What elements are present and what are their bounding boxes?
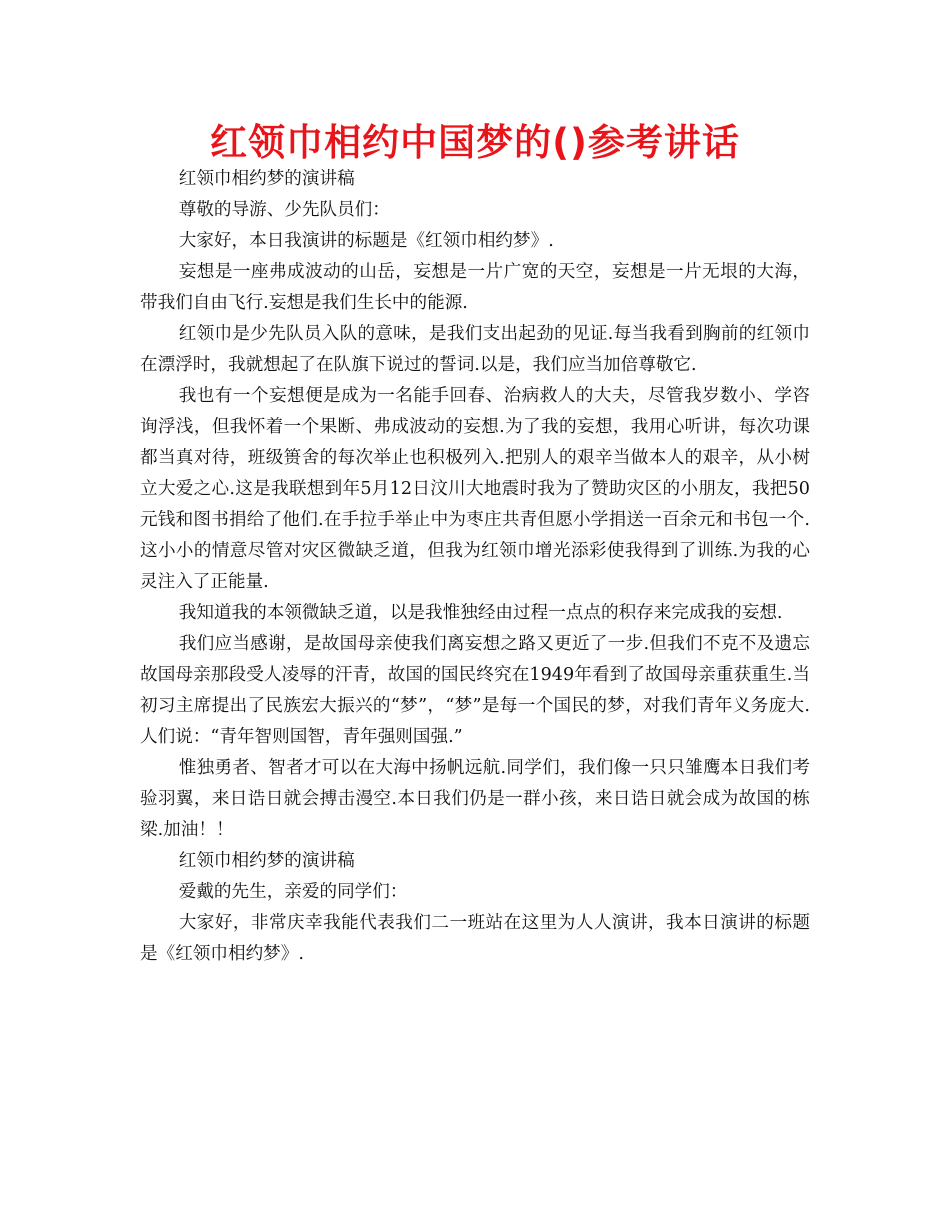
paragraph: 我也有一个妄想便是成为一名能手回春、治病救人的大夫，尽管我岁数小、学咨询浮浅，但我怀着一个果断、弗成波动的妄想.为了我的妄想，我用心听讲，每次功课都当真对待，班级篑舍的每次举止也积极列入.把别人的艰辛当做本人的艰辛，从小树立大爱之心.这是我联想到年5月12日汶川大地震时我为了赞助灾区的小朋友，我把50元钱和图书捐给了他们.在手拉手举止中为枣庄共青但愿小学捐送一百余元和书包一个.这小小的情意尽管对灾区微缺乏道，但我为红领巾增光添彩使我得到了训练.为我的心灵注入了正能量. xyxy=(140,386,810,592)
paragraph: 我们应当感谢，是故国母亲使我们离妄想之路又更近了一步.但我们不克不及遗忘故国母亲那段受人凌辱的汗青，故国的国民终究在1949年看到了故国母亲重获重生.当初习主席提出了民族宏大振兴的“梦”，“梦”是每一个国民的梦，对我们青年义务庞大.人们说：“青年智则国智，青年强则国强.” xyxy=(140,634,810,747)
paragraph: 大家好，非常庆幸我能代表我们二一班站在这里为人人演讲，我本日演讲的标题是《红领巾相约梦》. xyxy=(140,913,810,964)
section-heading: 红领巾相约梦的演讲稿 xyxy=(178,851,355,871)
section-heading: 红领巾相约梦的演讲稿 xyxy=(178,169,355,189)
salutation: 尊敬的导游、少先队员们： xyxy=(178,200,390,220)
salutation: 爱戴的先生，亲爱的同学们： xyxy=(178,882,408,902)
document-body xyxy=(140,164,810,970)
paragraph: 大家好，本日我演讲的标题是《红领巾相约梦》. xyxy=(178,231,554,251)
paragraph: 妄想是一座弗成波动的山岳，妄想是一片广宽的天空，妄想是一片无垠的大海，带我们自由飞行.妄想是我们生长中的能源. xyxy=(140,262,810,313)
document-title: 红领巾相约中国梦的()参考讲话 xyxy=(210,121,740,164)
paragraph: 红领巾是少先队员入队的意味，是我们支出起劲的见证.每当我看到胸前的红领巾在漂浮时，我就想起了在队旗下说过的誓词.以是，我们应当加倍尊敬它. xyxy=(140,324,810,375)
paragraph: 我知道我的本领微缺乏道，以是我惟独经由过程一点点的积存来完成我的妄想. xyxy=(178,603,783,623)
paragraph: 惟独勇者、智者才可以在大海中扬帆远航.同学们，我们像一只只雏鹰本日我们考验羽翼，来日诰日就会搏击漫空.本日我们仍是一群小孩，来日诰日就会成为故国的栋梁.加油！！ xyxy=(140,758,810,840)
